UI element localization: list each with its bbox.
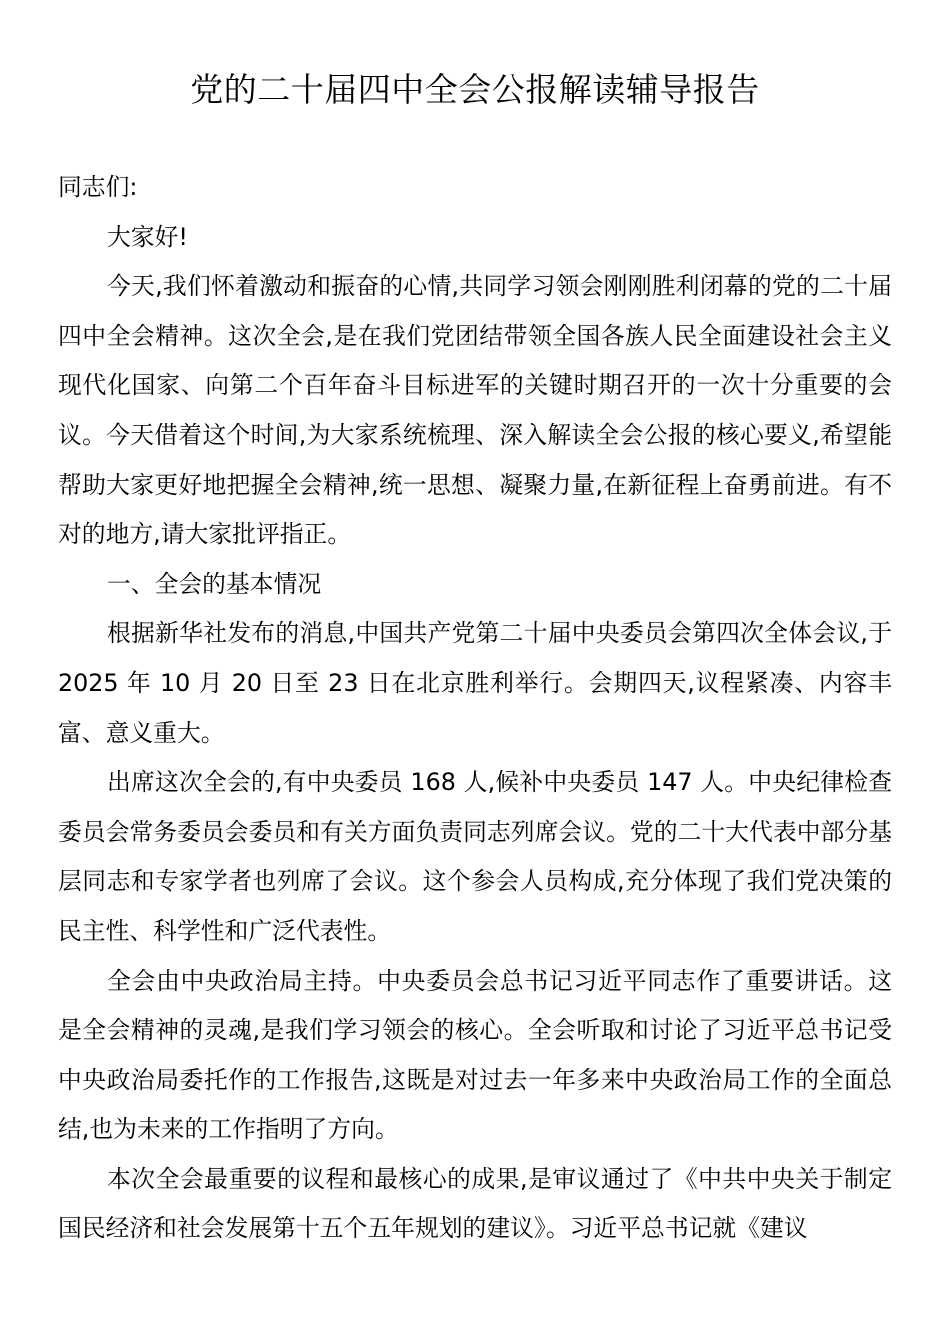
document-title: 党的二十届四中全会公报解读辅导报告 xyxy=(190,70,760,109)
paragraph-intro: 今天,我们怀着激动和振奋的心情,共同学习领会刚刚胜利闭幕的党的二十届四中全会精神。这次全会,是在我们党团结带领全国各族人民全面建设社会主义现代化国家、向第二个百年奋斗目标进军的关键时期召开的一次十分重要的会议。今天借着这个时间,为大家系统梳理、深入解读全会公报的核心要义,希望能帮助大家更好地把握全会精神,统一思想、凝聚力量,在新征程上奋勇前进。有不对的地方,请大家批评指正。 xyxy=(58,272,892,549)
paragraph-meeting-date: 根据新华社发布的消息,中国共产党第二十届中央委员会第四次全体会议,于 2025 年 10 月 20 日至 23 日在北京胜利举行。会期四天,议程紧凑、内容丰富、意义重大。 xyxy=(58,619,892,747)
paragraph-presiding: 全会由中央政治局主持。中央委员会总书记习近平同志作了重要讲话。这是全会精神的灵魂,是我们学习领会的核心。全会听取和讨论了习近平总书记受中央政治局委托作的工作报告,这既是对过去一年多来中央政治局工作的全面总结,也为未来的工作指明了方向。 xyxy=(58,966,892,1144)
document-body xyxy=(58,163,892,1254)
salutation: 同志们: xyxy=(58,173,138,201)
paragraph-core-outcome: 本次全会最重要的议程和最核心的成果,是审议通过了《中共中央关于制定国民经济和社会发展第十五个五年规划的建议》。习近平总书记就《建议 xyxy=(58,1164,892,1243)
section-heading-1: 一、全会的基本情况 xyxy=(107,569,322,598)
paragraph-attendees: 出席这次全会的,有中央委员 168 人,候补中央委员 147 人。中央纪律检查委员会常务委员会委员和有关方面负责同志列席会议。党的二十大代表中部分基层同志和专家学者也列席了会议。这个参会人员构成,充分体现了我们党决策的民主性、科学性和广泛代表性。 xyxy=(58,768,892,945)
paragraph-greeting: 大家好! xyxy=(107,222,188,251)
